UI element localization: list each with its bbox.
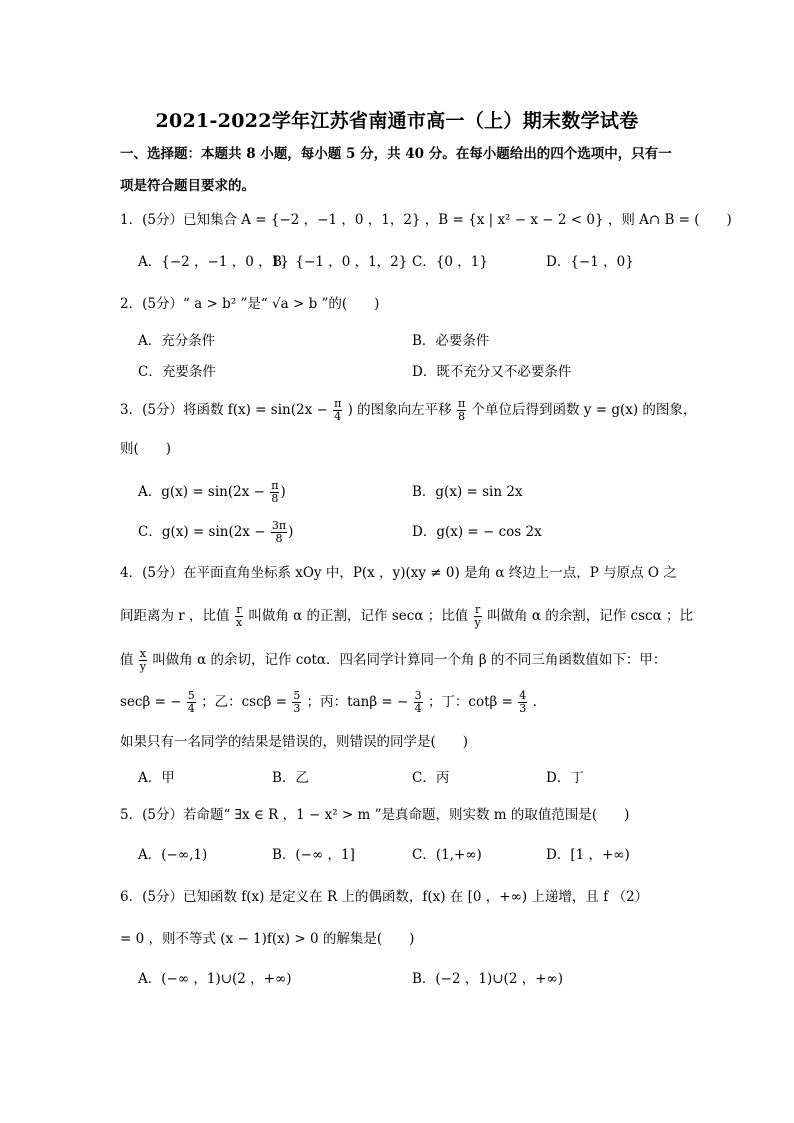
q5-stem: 5．(5分）若命题“ ∃x ∈ R ，1 − x² > m ”是真命题，则实数 m 的取值范围是( ) <box>120 807 630 823</box>
q4-line4 <box>120 690 546 715</box>
q3-option-b: B．g(x) = sin 2x <box>412 484 523 500</box>
q4-fraction-5-4 <box>187 690 196 715</box>
frac-den: 4 <box>334 410 342 423</box>
q4-fraction-3-4 <box>414 690 423 715</box>
q3-option-a <box>138 480 286 505</box>
q3-option-a-fraction <box>270 480 279 505</box>
frac-den: 4 <box>187 702 195 715</box>
page-title: 2021-2022学年江苏省南通市高一（上）期末数学试卷 <box>155 110 639 132</box>
frac-den: 3 <box>519 702 527 715</box>
q3-option-c-fraction <box>271 520 287 545</box>
q1-option-a: A．{−2 ，−1 ，0 ，1} <box>138 254 289 270</box>
frac-den: 8 <box>271 492 279 505</box>
q2-stem: 2．(5分）“ a > b² ”是“ √a > b ”的( ) <box>120 296 380 312</box>
q6-option-a: A．(−∞ ，1)∪(2 ，+∞) <box>138 971 292 987</box>
q4-option-c: C．丙 <box>412 770 450 786</box>
q3-stem-part: 个单位后得到函数 y = g(x) 的图象， <box>471 402 697 418</box>
q3-stem-line1 <box>120 398 696 423</box>
q4-fraction-r-x <box>235 604 243 629</box>
q4-text: ；乙：cscβ = <box>201 694 288 710</box>
q1-option-c: C．{0 ，1} <box>412 254 488 270</box>
q3-fraction-pi-4 <box>333 398 342 423</box>
q1-option-b: B．{−1 ，0 ，1，2} <box>272 254 408 270</box>
q6-option-b: B．(−2 ，1)∪(2 ，+∞) <box>412 971 564 987</box>
frac-num: r <box>236 603 242 616</box>
q4-fraction-5-3 <box>292 690 301 715</box>
q6-line1: 6．(5分）已知函数 f(x) 是定义在 R 上的偶函数，f(x) 在 [0 ，+∞) 上递增，且 f （2） <box>120 889 649 905</box>
q4-text: 叫做角 α 的余割，记作 cscα ；比 <box>487 608 694 624</box>
q2-option-d: D．既不充分又不必要条件 <box>412 364 572 380</box>
frac-num: x <box>139 647 147 660</box>
frac-den: x <box>235 616 243 629</box>
frac-den: y <box>474 616 481 629</box>
frac-den: y <box>139 660 147 673</box>
frac-num: π <box>334 397 342 410</box>
q3-option-c-close: ) <box>288 524 294 540</box>
q3-fraction-pi-8 <box>457 398 466 423</box>
q3-option-c <box>138 520 293 545</box>
q4-text: 叫做角 α 的余切，记作 cotα．四名同学计算同一个角 β 的不同三角函数值如下：甲： <box>152 652 667 668</box>
q4-text: ；丁：cotβ = <box>427 694 513 710</box>
frac-num: π <box>271 479 279 492</box>
q4-fraction-4-3 <box>518 690 527 715</box>
q4-fraction-x-y <box>139 648 147 673</box>
q4-text: ；丙：tanβ = − <box>306 694 409 710</box>
q4-line3 <box>120 648 666 673</box>
q3-stem-part: ) 的图象向左平移 <box>347 402 452 418</box>
q4-option-b: B．乙 <box>272 770 309 786</box>
q4-text: 叫做角 α 的正割，记作 secα ；比值 <box>248 608 469 624</box>
section-heading-line2: 项是符合题目要求的。 <box>120 178 255 194</box>
q4-line5: 如果只有一名同学的结果是错误的，则错误的同学是( ) <box>120 734 469 750</box>
q1-option-d: D．{−1 ，0} <box>546 254 634 270</box>
frac-den: 3 <box>293 702 301 715</box>
frac-den: 4 <box>414 702 422 715</box>
q6-line2: = 0 ，则不等式 (x − 1)f(x) > 0 的解集是( ) <box>120 931 415 947</box>
frac-num: 4 <box>519 689 527 702</box>
frac-num: 3π <box>271 519 287 532</box>
q1-stem: 1．(5分）已知集合 A = {−2 ，−1 ，0 ，1，2} ，B = {x | x² − x − 2 < 0} ，则 A∩ B = ( ) <box>120 212 732 228</box>
frac-num: π <box>457 397 466 410</box>
q4-line1: 4．(5分）在平面直角坐标系 xOy 中，P(x ，y)(xy ≠ 0) 是角 α 终边上一点，P 与原点 O 之 <box>120 565 677 581</box>
q3-stem-line2: 则( ) <box>120 441 172 457</box>
q4-option-d: D．丁 <box>546 770 584 786</box>
q5-option-b: B．(−∞ ，1] <box>272 847 355 863</box>
q4-text: 间距离为 r ，比值 <box>120 608 230 624</box>
q5-option-a: A．(−∞,1) <box>138 847 208 863</box>
frac-num: 5 <box>293 689 301 702</box>
q3-option-c-text: C．g(x) = sin(2x − <box>138 524 266 540</box>
q2-option-a: A．充分条件 <box>138 333 216 349</box>
q4-text: secβ = − <box>120 694 182 710</box>
q5-option-d: D．[1 ，+∞) <box>546 847 630 863</box>
frac-num: 5 <box>187 689 195 702</box>
section-heading-line1: 一、选择题：本题共 8 小题，每小题 5 分，共 40 分。在每小题给出的四个选项中，只有一 <box>120 146 672 162</box>
q4-text: ． <box>532 694 547 710</box>
frac-num: r <box>475 603 481 616</box>
q2-option-b: B．必要条件 <box>412 333 490 349</box>
q4-line2 <box>120 604 693 629</box>
frac-num: 3 <box>414 689 422 702</box>
q3-stem-part: 3．(5分）将函数 f(x) = sin(2x − <box>120 402 328 418</box>
q4-text: 值 <box>120 652 134 668</box>
frac-den: 8 <box>458 410 466 423</box>
q3-option-d: D．g(x) = − cos 2x <box>412 524 542 540</box>
q3-option-a-close: ) <box>280 484 286 500</box>
q3-option-a-text: A．g(x) = sin(2x − <box>138 484 265 500</box>
q5-option-c: C．(1,+∞) <box>412 847 482 863</box>
q4-fraction-r-y <box>474 604 482 629</box>
q2-option-c: C．充要条件 <box>138 364 216 380</box>
frac-den: 8 <box>275 532 283 545</box>
q4-option-a: A．甲 <box>138 770 175 786</box>
